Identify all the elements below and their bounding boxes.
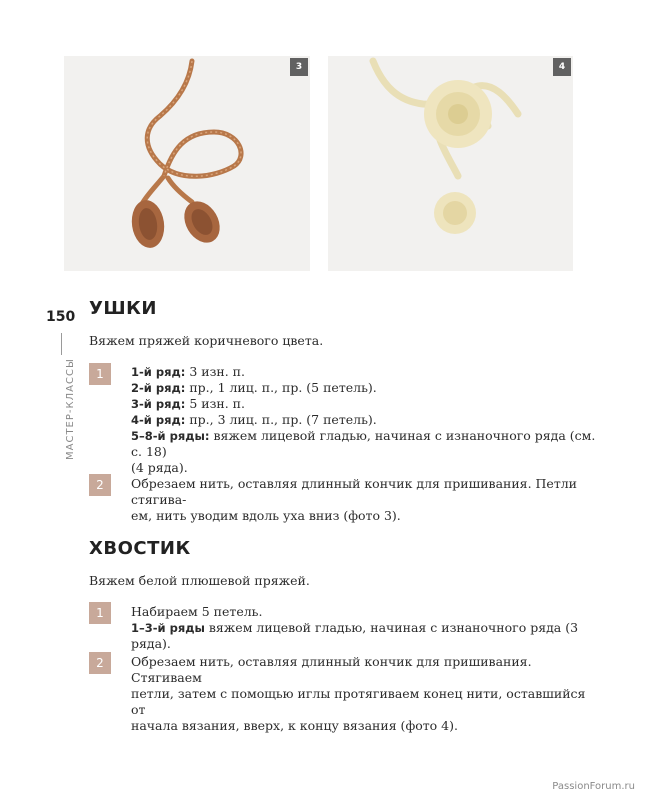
instruction-line: ем, нить уводим вдоль уха вниз (фото 3). <box>131 508 401 523</box>
instruction-line: 1-й ряд: 3 изн. п. <box>131 364 245 379</box>
instruction-line: начала вязания, вверх, к концу вязания (фото 4). <box>131 718 458 733</box>
step-instructions <box>131 364 601 476</box>
ears-illustration <box>64 56 310 271</box>
instruction-line: 1–3-й ряды вяжем лицевой гладью, начиная с изнаночного ряда (3 ряда). <box>131 620 579 651</box>
instruction-line: (4 ряда). <box>131 460 188 475</box>
photo-ears <box>64 56 310 271</box>
instruction-line: петли, затем с помощью иглы протягиваем конец нити, оставшийся от <box>131 686 586 717</box>
instruction-line: 3-й ряд: 5 изн. п. <box>131 396 245 411</box>
instruction-line: 4-й ряд: пр., 3 лиц. п., пр. (7 петель). <box>131 412 377 427</box>
step-number-badge: 1 <box>89 363 111 385</box>
section-title-tail: ХВОСТИК <box>89 538 191 559</box>
site-watermark: PassionForum.ru <box>552 781 635 792</box>
instruction-line: 2-й ряд: пр., 1 лиц. п., пр. (5 петель). <box>131 380 377 395</box>
instruction-line: Обрезаем нить, оставляя длинный кончик для пришивания. Петли стягива- <box>131 476 578 507</box>
step-number-badge: 1 <box>89 602 111 624</box>
step-instructions <box>131 604 601 652</box>
step-instructions <box>131 476 601 524</box>
step-number-badge: 2 <box>89 474 111 496</box>
photo-number-badge: 3 <box>290 58 308 76</box>
section-intro-ears: Вяжем пряжей коричневого цвета. <box>89 333 324 348</box>
photo-tail <box>328 56 573 271</box>
step-number-badge: 2 <box>89 652 111 674</box>
margin-divider <box>61 333 62 355</box>
instruction-line: Обрезаем нить, оставляя длинный кончик для пришивания. Стягиваем <box>131 654 532 685</box>
section-side-label: МАСТЕР-КЛАССЫ <box>65 358 76 460</box>
page-number: 150 <box>46 309 76 325</box>
instruction-line: Набираем 5 петель. <box>131 604 263 619</box>
photo-number-badge: 4 <box>553 58 571 76</box>
instruction-line: 5–8-й ряды: вяжем лицевой гладью, начиная с изнаночного ряда (см. с. 18) <box>131 428 596 459</box>
step-instructions <box>131 654 601 734</box>
section-intro-tail: Вяжем белой плюшевой пряжей. <box>89 573 310 588</box>
tail-illustration <box>328 56 573 271</box>
section-title-ears: УШКИ <box>89 298 157 319</box>
